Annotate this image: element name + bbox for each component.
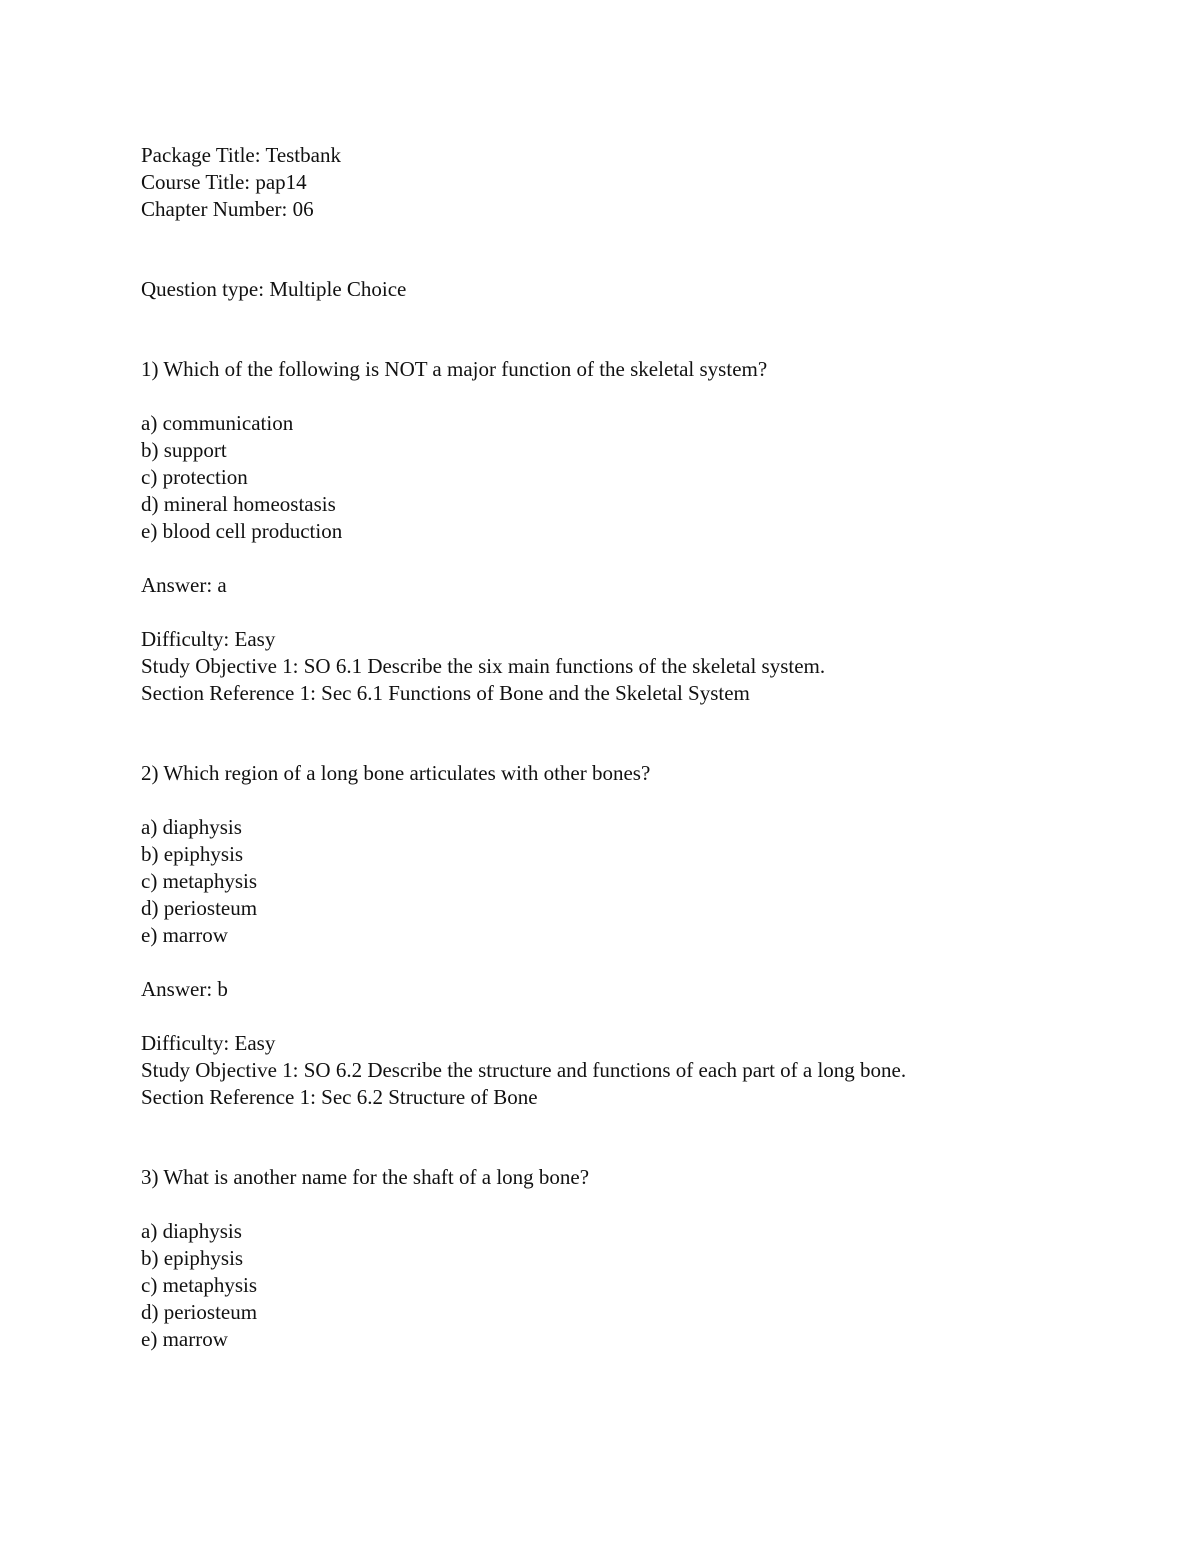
chapter-number: Chapter Number: 06 bbox=[141, 197, 314, 221]
question-text: 2) Which region of a long bone articulates with other bones? bbox=[141, 761, 651, 785]
option-a: a) communication bbox=[141, 411, 294, 435]
study-objective: Study Objective 1: SO 6.1 Describe the six main functions of the skeletal system. bbox=[141, 654, 826, 678]
option-b: b) epiphysis bbox=[141, 1246, 244, 1270]
option-a: a) diaphysis bbox=[141, 815, 242, 839]
option-e: e) blood cell production bbox=[141, 519, 343, 543]
answer: Answer: b bbox=[141, 977, 228, 1001]
spacer bbox=[141, 707, 1141, 760]
question-block bbox=[141, 356, 1141, 707]
answer: Answer: a bbox=[141, 573, 227, 597]
spacer bbox=[141, 599, 1141, 626]
option-d: d) periosteum bbox=[141, 896, 258, 920]
spacer bbox=[141, 787, 1141, 814]
package-title: Package Title: Testbank bbox=[141, 143, 341, 167]
spacer bbox=[141, 383, 1141, 410]
document-header bbox=[141, 142, 1141, 223]
option-c: c) metaphysis bbox=[141, 1273, 258, 1297]
difficulty: Difficulty: Easy bbox=[141, 627, 276, 651]
study-objective: Study Objective 1: SO 6.2 Describe the structure and functions of each part of a long bone. bbox=[141, 1058, 907, 1082]
option-e: e) marrow bbox=[141, 923, 228, 947]
options-list bbox=[141, 814, 1141, 949]
option-c: c) protection bbox=[141, 465, 248, 489]
difficulty: Difficulty: Easy bbox=[141, 1031, 276, 1055]
option-b: b) epiphysis bbox=[141, 842, 244, 866]
spacer bbox=[141, 1191, 1141, 1218]
option-e: e) marrow bbox=[141, 1327, 228, 1351]
question-text: 1) Which of the following is NOT a major function of the skeletal system? bbox=[141, 357, 768, 381]
option-a: a) diaphysis bbox=[141, 1219, 242, 1243]
section-reference: Section Reference 1: Sec 6.2 Structure of Bone bbox=[141, 1085, 538, 1109]
options-list bbox=[141, 1218, 1141, 1353]
spacer bbox=[141, 949, 1141, 976]
spacer bbox=[141, 1111, 1141, 1164]
spacer bbox=[141, 545, 1141, 572]
course-title: Course Title: pap14 bbox=[141, 170, 307, 194]
question-type: Question type: Multiple Choice bbox=[141, 277, 407, 301]
question-text: 3) What is another name for the shaft of a long bone? bbox=[141, 1165, 590, 1189]
section-reference: Section Reference 1: Sec 6.1 Functions of Bone and the Skeletal System bbox=[141, 681, 750, 705]
option-c: c) metaphysis bbox=[141, 869, 258, 893]
option-b: b) support bbox=[141, 438, 227, 462]
question-block bbox=[141, 760, 1141, 1111]
spacer bbox=[141, 223, 1141, 276]
option-d: d) mineral homeostasis bbox=[141, 492, 336, 516]
question-block bbox=[141, 1164, 1141, 1353]
option-d: d) periosteum bbox=[141, 1300, 258, 1324]
document-content bbox=[141, 142, 1141, 1353]
options-list bbox=[141, 410, 1141, 545]
spacer bbox=[141, 303, 1141, 356]
spacer bbox=[141, 1003, 1141, 1030]
